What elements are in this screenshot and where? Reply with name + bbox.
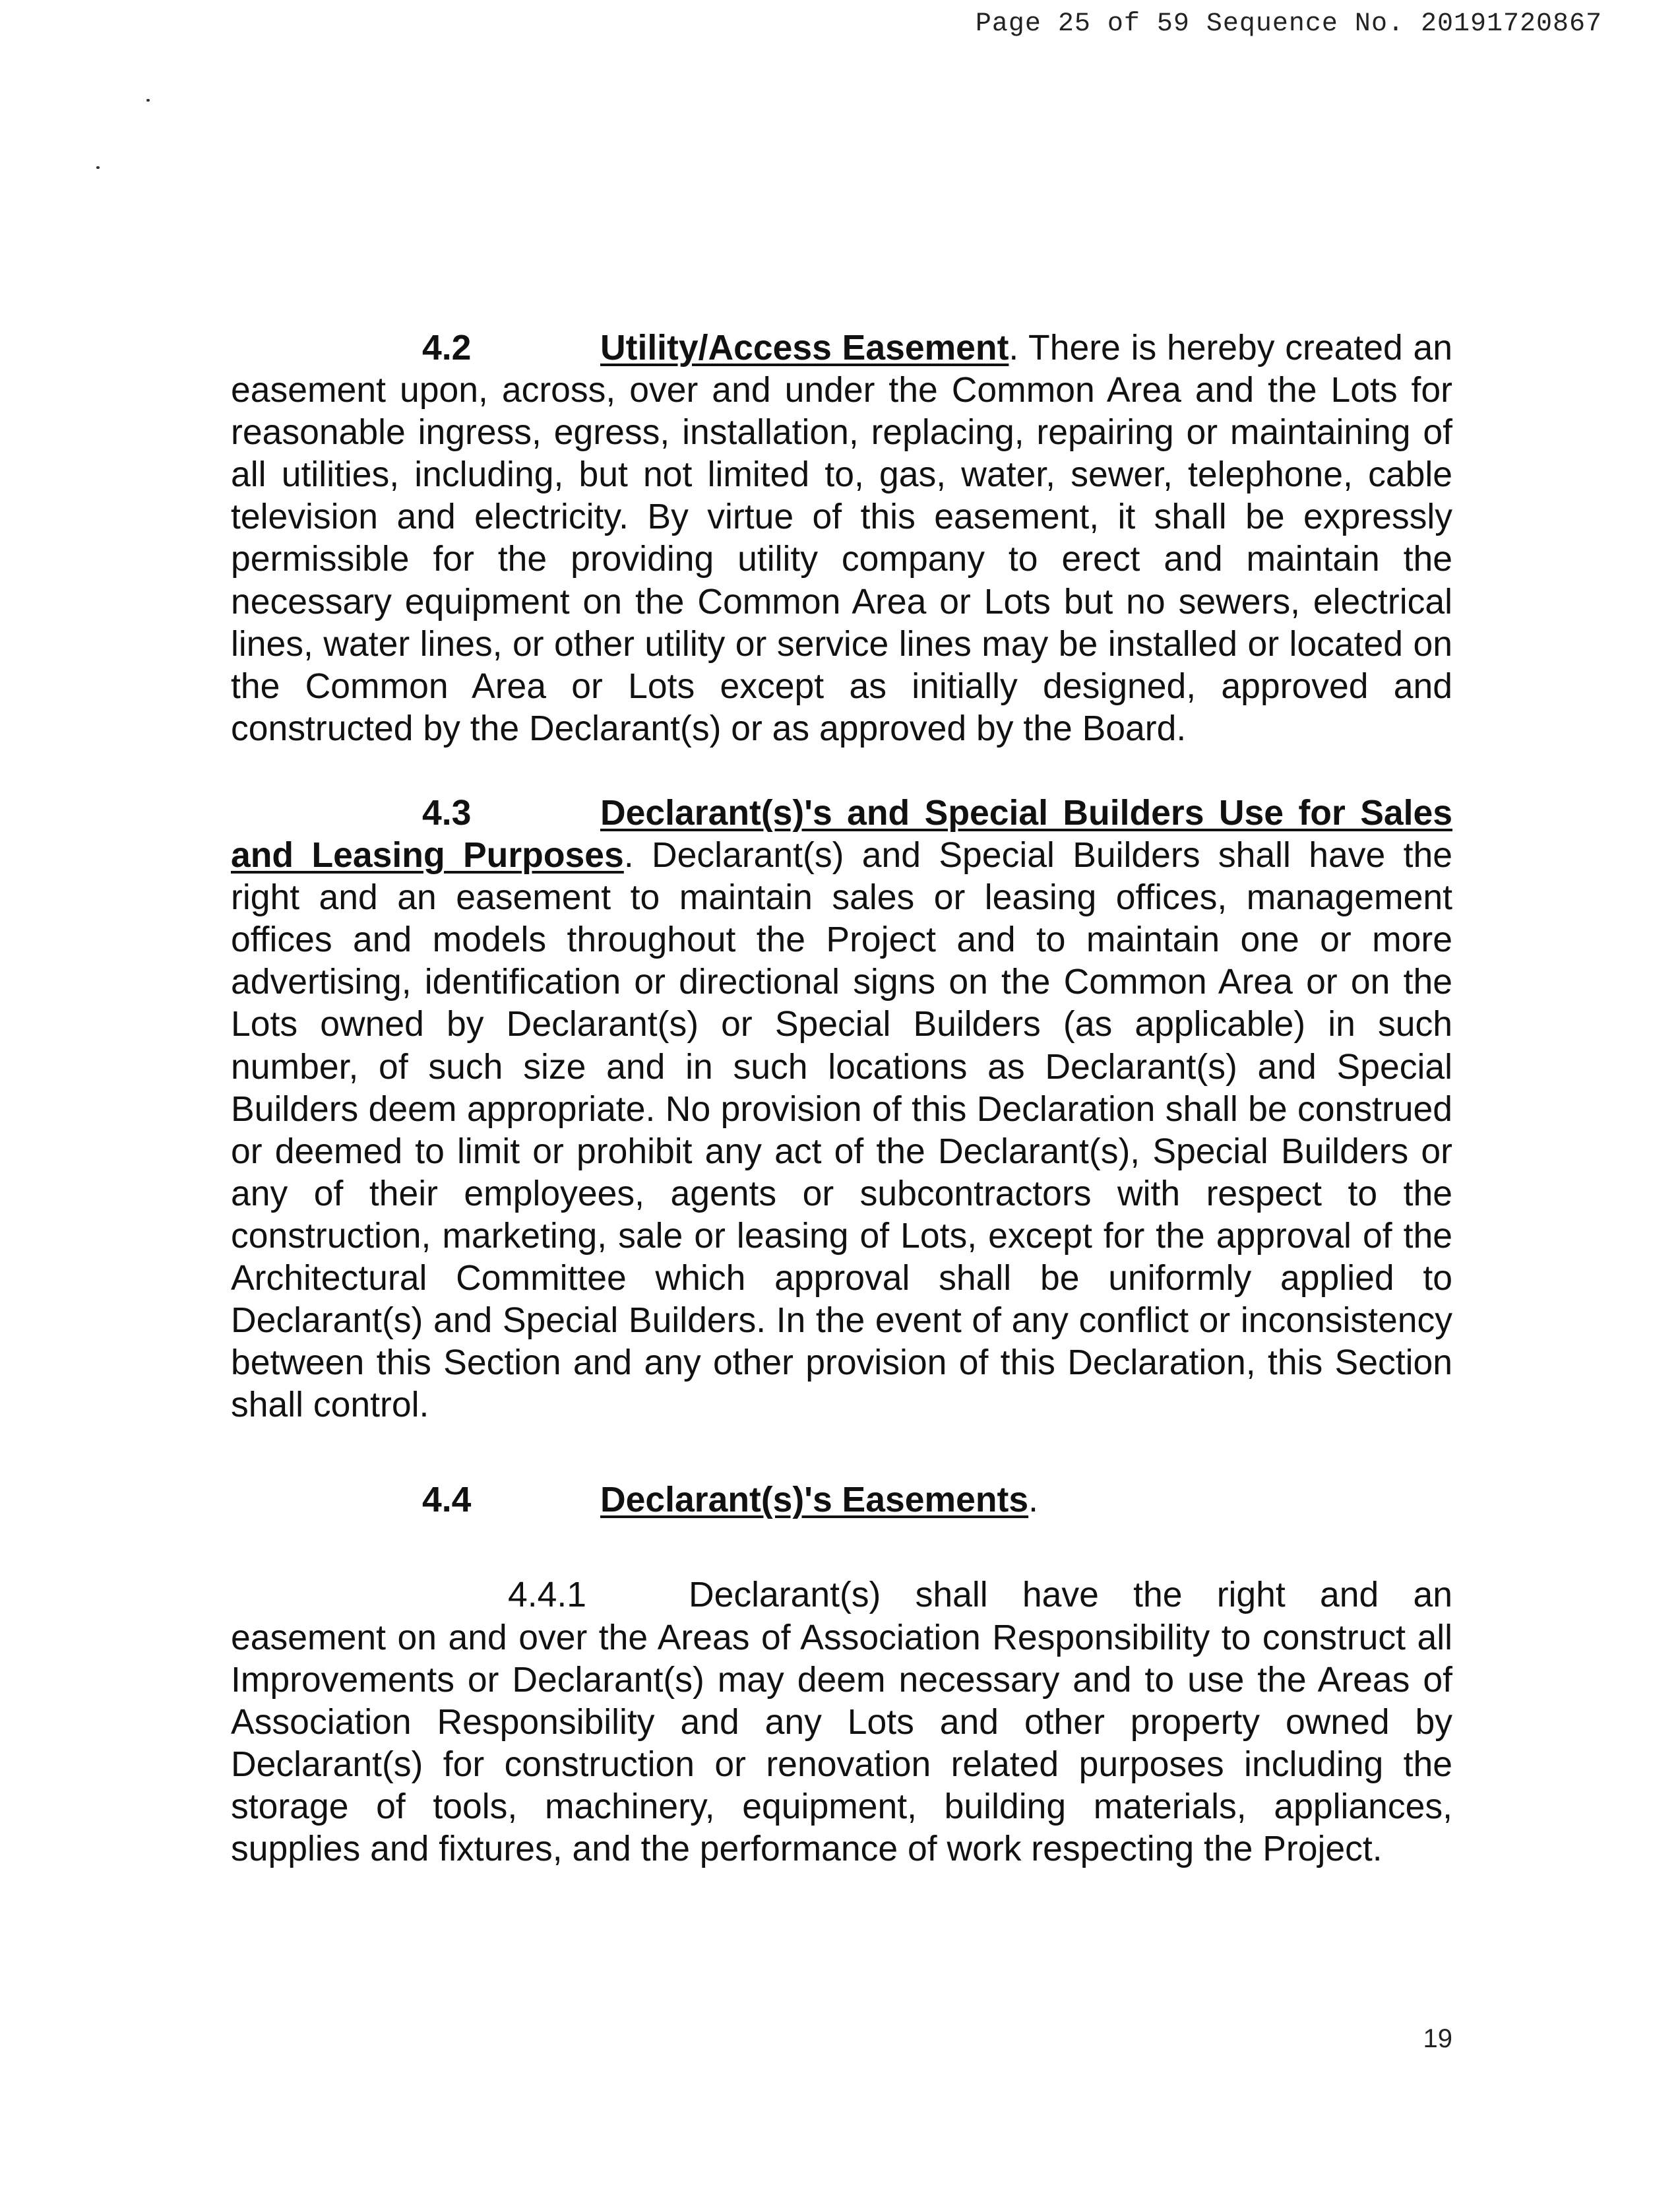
scan-speck xyxy=(146,99,150,102)
subsection-number: 4.4.1 xyxy=(508,1576,586,1615)
scan-speck xyxy=(96,166,100,169)
section-heading: Declarant(s)'s and Special Builders Use for Sales and Leasing Purposes xyxy=(231,793,1452,876)
section-4-4-1 xyxy=(231,1574,1452,1870)
paragraph-gap xyxy=(231,750,1452,792)
section-heading-suffix: . xyxy=(1028,1481,1038,1520)
section-body: . Declarant(s) and Special Builders shall have the right and an easement to maintain sales or leasing offices, management offices and models throughout the Project and to maintain one or more advertising, identification or directional signs on the Common Area or on the Lots owned by Declarant(s) or Special Builders (as applicable) in such number, of such size and in such locations as Declarant(s) and Special Builders deem appropriate. No provision of this Declaration shall be construed or deemed to limit or prohibit any act of the Declarant(s), Special Builders or any of their employees, agents or subcontractors with respect to the construction, marketing, sale or leasing of Lots, except for the approval of the Architectural Committee which approval shall be uniformly applied to Declarant(s) and Special Builders. In the event of any conflict or inconsistency between this Section and any other provision of this Declaration, this Section shall control. xyxy=(231,836,1452,1425)
section-4-3 xyxy=(231,792,1452,1426)
document-body xyxy=(231,327,1452,1870)
section-4-4 xyxy=(231,1479,1452,1521)
section-number: 4.3 xyxy=(422,793,472,833)
section-4-2 xyxy=(231,327,1452,750)
page-header-sequence: Page 25 of 59 Sequence No. 20191720867 xyxy=(975,9,1602,39)
section-number: 4.2 xyxy=(422,329,472,367)
paragraph-gap xyxy=(231,1426,1452,1479)
section-body: . There is hereby created an easement upon, across, over and under the Common Area and the Lots for reasonable ingress, egress, installation, replacing, repairing or maintaining of all utilities, including, but not limited to, gas, water, sewer, telephone, cable television and electricity. By virtue of this easement, it shall be expressly permissible for the providing utility company to erect and maintain the necessary equipment on the Common Area or Lots but no sewers, electrical lines, water lines, or other utility or service lines may be installed or located on the Common Area or Lots except as initially designed, approved and constructed by the Declarant(s) or as approved by the Board. xyxy=(231,329,1452,748)
section-body: Declarant(s) shall have the right and an easement on and over the Areas of Association Responsibility to construct all Improvements or Declarant(s) may deem necessary and to use the Areas of Association Responsibility and any Lots and other property owned by Declarant(s) for construction or renovation related purposes including the storage of tools, machinery, equipment, building materials, appliances, supplies and fixtures, and the performance of work respecting the Project. xyxy=(231,1576,1452,1868)
section-number: 4.4 xyxy=(422,1481,472,1520)
page-number: 19 xyxy=(1423,2024,1452,2053)
section-heading: Declarant(s)'s Easements xyxy=(600,1481,1029,1520)
paragraph-gap xyxy=(231,1521,1452,1574)
section-heading: Utility/Access Easement xyxy=(600,329,1009,367)
